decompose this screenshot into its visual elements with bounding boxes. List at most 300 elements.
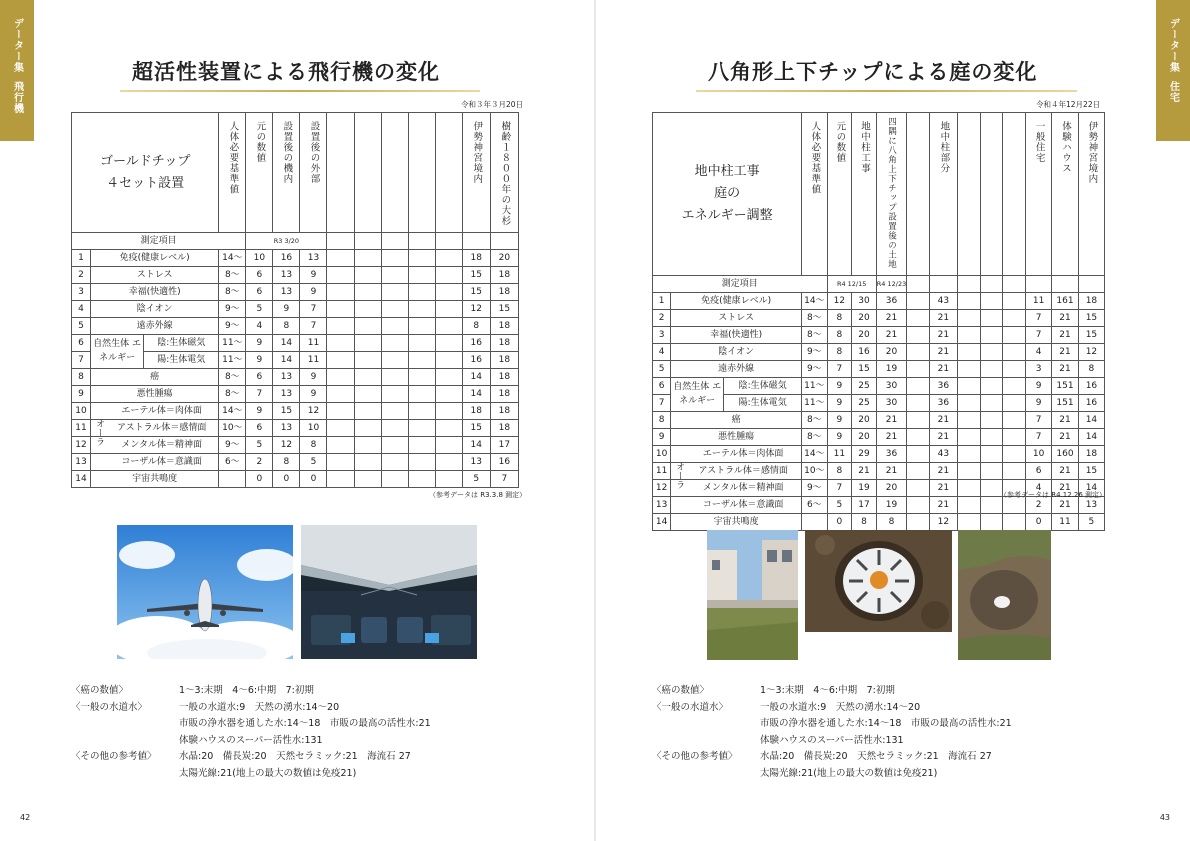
value-cell: 43 [929,293,957,310]
row-number: 14 [72,471,91,488]
item-label: 陽:生体電気 [724,395,802,412]
house-photo [707,530,798,660]
value-cell: 9 [300,284,327,301]
value-cell: 21 [929,463,957,480]
std-value: 8〜 [219,369,246,386]
value-cell: 2 [246,454,273,471]
value-cell: 21 [1052,463,1079,480]
tab-sublabel: 飛行機 [11,81,23,114]
table-row [653,463,1105,480]
row-number: 6 [72,335,91,352]
data-table-right [652,112,1105,531]
value-cell: 9 [827,378,852,395]
value-cell: 4 [1026,344,1052,361]
value-cell: 21 [852,463,877,480]
data-table-left [71,112,519,488]
item-label: 宇宙共鳴度 [671,514,802,531]
row-number: 2 [72,267,91,284]
value-cell: 9 [300,267,327,284]
std-value: 11〜 [802,395,827,412]
value-cell: 11 [1052,514,1079,531]
value-cell: 20 [490,250,518,267]
value-cell: 30 [852,293,877,310]
row-number: 13 [653,497,671,514]
value-cell: 20 [876,344,906,361]
value-cell: 9 [246,352,273,369]
item-label: コーザル体＝意識面 [671,497,802,514]
value-cell: 6 [246,284,273,301]
value-cell: 36 [929,378,957,395]
value-cell: 12 [462,301,490,318]
table-row [72,386,519,403]
table-row [72,403,519,420]
item-label: 癌 [671,412,802,429]
table-row [72,284,519,301]
table-row [72,250,519,267]
group-aura: オーラ [674,462,685,489]
std-value: 8〜 [219,267,246,284]
std-value: 9〜 [802,344,827,361]
value-cell: 9 [300,369,327,386]
table-note: （参考データは R4.12.26 測定） [1000,491,1107,499]
value-cell: 43 [929,446,957,463]
item-label: 幸福(快適性) [91,284,219,301]
row-number: 3 [653,327,671,344]
airplane-photo [117,525,293,659]
tab-sublabel: 住宅 [1167,81,1179,103]
row-number: 13 [72,454,91,471]
value-cell: 9 [827,412,852,429]
std-value: 9〜 [802,480,827,497]
table-row [653,429,1105,446]
value-cell: 8 [1078,361,1104,378]
value-cell: 160 [1052,446,1079,463]
value-cell: 16 [462,335,490,352]
std-value: 9〜 [219,437,246,454]
value-cell: 12 [300,403,327,420]
value-cell: 14 [462,386,490,403]
col-header: 人体必要基準値 [227,121,239,195]
value-cell: 36 [876,293,906,310]
legend-left: 〈癌の数値〉 1〜3:末期 4〜6:中期 7:初期 〈一般の水道水〉 一般の水道水:9 天然の湧水:14〜20 市販の浄水器を通した水:14〜18 市販の最高の活性水:21 体験ハウスのスーパー活性水:131 〈その他の参考値〉 水晶:20 備長炭:20 天然セラミック:21 海流石 27 太陽光線:21(地上の最大の数値は免疫21) [71,685,431,779]
value-cell: 9 [1026,378,1052,395]
value-cell: 7 [1026,412,1052,429]
value-cell: 0 [300,471,327,488]
value-cell: 13 [273,267,300,284]
col-header: 伊勢神宮境内 [1086,121,1098,184]
value-cell: 21 [929,497,957,514]
table-title-cell: ゴールドチップ ４セット設置 [72,113,219,233]
section-tab-left [0,0,34,141]
value-cell: 14 [273,335,300,352]
page-number: 42 [20,813,31,822]
value-cell: 13 [273,284,300,301]
value-cell: 5 [300,454,327,471]
value-cell: 21 [1052,497,1079,514]
table-row [653,310,1105,327]
value-cell: 17 [490,437,518,454]
item-label: 宇宙共鳴度 [91,471,219,488]
value-cell: 21 [929,480,957,497]
value-cell: 11 [300,352,327,369]
value-cell: 14 [462,369,490,386]
value-cell: 8 [273,454,300,471]
value-cell: 21 [876,412,906,429]
row-number: 2 [653,310,671,327]
row-number: 3 [72,284,91,301]
value-cell: 21 [876,310,906,327]
value-cell: 18 [490,335,518,352]
buried-chip-photo [958,530,1051,660]
table-row [653,344,1105,361]
value-cell: 18 [490,386,518,403]
value-cell: 19 [852,480,877,497]
row-number: 7 [653,395,671,412]
value-cell: 151 [1052,395,1079,412]
tab-label: データー集 [11,18,23,73]
value-cell: 0 [273,471,300,488]
table-row [653,412,1105,429]
group-aura: オーラ [94,419,105,446]
col-header: 地中柱工事 [858,121,870,174]
value-cell: 4 [1026,480,1052,497]
item-label: 陰:生体磁気 [724,378,802,395]
row-number: 9 [72,386,91,403]
value-cell: 12 [1078,344,1104,361]
row-number: 8 [653,412,671,429]
page-title: 超活性装置による飛行機の変化 [132,56,440,86]
std-value: 11〜 [219,335,246,352]
col-header: 四隅に八角上下チップ設置後の土地 [886,117,897,269]
value-cell: 20 [852,327,877,344]
value-cell: 29 [852,446,877,463]
col-header: 地中柱部分 [938,121,950,174]
value-cell: 21 [1052,310,1079,327]
value-cell: 18 [1078,293,1104,310]
value-cell: 15 [852,361,877,378]
value-cell: 10 [1026,446,1052,463]
std-value [219,471,246,488]
value-cell: 36 [929,395,957,412]
value-cell: 11 [827,446,852,463]
value-cell: 15 [462,284,490,301]
std-value: 10〜 [219,420,246,437]
value-cell: 21 [929,344,957,361]
value-cell: 13 [462,454,490,471]
table-row [653,327,1105,344]
row-number: 12 [653,480,671,497]
table-row [72,420,519,437]
right-page [595,0,1190,841]
item-label: エーテル体＝肉体面 オーラ [91,403,219,420]
value-cell: 20 [852,429,877,446]
value-cell: 13 [1078,497,1104,514]
date-sub: R3 3/20 [273,236,300,245]
value-cell: 15 [462,267,490,284]
value-cell: 15 [1078,310,1104,327]
row-number: 4 [72,301,91,318]
value-cell: 6 [246,369,273,386]
value-cell: 18 [490,369,518,386]
group-shizen: 自然生体 エネルギー [671,378,724,412]
chip-hole-photo [805,530,952,632]
std-value: 9〜 [219,301,246,318]
std-value: 6〜 [802,497,827,514]
item-label: 癌 [91,369,219,386]
tab-label: データー集 [1167,18,1179,73]
value-cell: 0 [1026,514,1052,531]
item-label: 免疫(健康レベル) [671,293,802,310]
value-cell: 7 [300,318,327,335]
measure-date: 令和３年３月20日 [461,100,524,109]
value-cell: 5 [246,437,273,454]
value-cell: 21 [876,327,906,344]
section-tab-right [1156,0,1190,141]
value-cell: 7 [1026,310,1052,327]
row-number: 5 [653,361,671,378]
value-cell: 5 [246,301,273,318]
value-cell: 9 [246,403,273,420]
col-header: 伊勢神宮境内 [471,121,483,184]
value-cell: 8 [827,344,852,361]
value-cell: 21 [929,361,957,378]
cabin-photo [301,525,477,659]
row-number: 5 [72,318,91,335]
row-number: 11 [653,463,671,480]
value-cell: 9 [273,301,300,318]
value-cell: 15 [273,403,300,420]
value-cell: 21 [929,412,957,429]
legend-right: 〈癌の数値〉 1〜3:末期 4〜6:中期 7:初期 〈一般の水道水〉 一般の水道水:9 天然の湧水:14〜20 市販の浄水器を通した水:14〜18 市販の最高の活性水:21 体験ハウスのスーパー活性水:131 〈その他の参考値〉 水晶:20 備長炭:20 天然セラミック:21 海流石 27 太陽光線:21(地上の最大の数値は免疫21) [652,685,1012,779]
value-cell: 7 [1026,327,1052,344]
value-cell: 11 [300,335,327,352]
page-number: 43 [1159,813,1170,822]
table-note: （参考データは R3.3.8 測定） [429,491,527,499]
value-cell: 18 [490,318,518,335]
row-number: 4 [653,344,671,361]
table-row [653,361,1105,378]
table-row [72,318,519,335]
date-sub: R4 12/15 [836,279,867,288]
table-row [653,378,1105,395]
std-value: 11〜 [219,352,246,369]
value-cell: 15 [1078,327,1104,344]
value-cell: 15 [1078,463,1104,480]
table-row [72,267,519,284]
table-title-cell: 地中柱工事 庭の エネルギー調整 [653,113,802,276]
value-cell: 30 [876,378,906,395]
value-cell: 7 [246,386,273,403]
col-header: 元の数値 [834,121,846,163]
value-cell: 17 [852,497,877,514]
value-cell: 151 [1052,378,1079,395]
measure-date: 令和４年12月22日 [1036,100,1101,109]
row-number: 14 [653,514,671,531]
std-value: 8〜 [219,386,246,403]
table-row [72,369,519,386]
group-shizen: 自然生体 エネルギー [91,335,144,369]
value-cell: 9 [827,395,852,412]
table-row [653,293,1105,310]
std-value: 8〜 [802,310,827,327]
value-cell: 15 [490,301,518,318]
value-cell: 19 [876,361,906,378]
table-row [72,335,519,352]
item-label: 遠赤外線 [91,318,219,335]
value-cell: 18 [490,352,518,369]
value-cell: 25 [852,395,877,412]
std-value: 10〜 [802,463,827,480]
value-cell: 16 [1078,378,1104,395]
value-cell: 6 [246,267,273,284]
value-cell: 8 [827,463,852,480]
value-cell: 21 [929,327,957,344]
table-row [72,471,519,488]
value-cell: 9 [827,429,852,446]
col-header: 設置後の外部 [308,121,320,184]
value-cell: 21 [1052,327,1079,344]
table-row [653,446,1105,463]
std-value: 6〜 [219,454,246,471]
row-number: 1 [653,293,671,310]
item-label: ストレス [671,310,802,327]
value-cell: 10 [246,250,273,267]
value-cell: 12 [827,293,852,310]
value-cell: 2 [1026,497,1052,514]
value-cell: 13 [273,420,300,437]
row-number: 10 [653,446,671,463]
col-header: 元の数値 [254,121,266,163]
value-cell: 14 [1078,429,1104,446]
std-value: 14〜 [219,403,246,420]
value-cell: 21 [1052,361,1079,378]
table-row [72,301,519,318]
table-row [72,454,519,471]
value-cell: 16 [852,344,877,361]
measure-label: 測定項目 [72,233,246,250]
value-cell: 20 [852,412,877,429]
value-cell: 16 [490,454,518,471]
col-header: 人体必要基準値 [809,121,821,195]
page-title: 八角形上下チップによる庭の変化 [708,56,1037,86]
value-cell: 6 [246,420,273,437]
value-cell: 9 [300,386,327,403]
value-cell: 21 [929,310,957,327]
std-value: 11〜 [802,378,827,395]
value-cell: 7 [827,480,852,497]
value-cell: 18 [490,420,518,437]
item-label: 陰:生体磁気 [144,335,219,352]
item-label: 遠赤外線 [671,361,802,378]
col-header: 樹齢１８００年の大杉 [499,121,511,226]
value-cell: 21 [929,429,957,446]
value-cell: 4 [246,318,273,335]
value-cell: 0 [827,514,852,531]
value-cell: 13 [300,250,327,267]
value-cell: 8 [827,327,852,344]
std-value: 8〜 [802,412,827,429]
value-cell: 8 [273,318,300,335]
col-header: 設置後の機内 [281,121,293,184]
date-sub: R4 12/23 [876,279,907,288]
value-cell: 8 [827,310,852,327]
value-cell: 5 [827,497,852,514]
value-cell: 5 [462,471,490,488]
std-value: 14〜 [802,446,827,463]
item-label: 悪性腫瘍 [671,429,802,446]
value-cell: 12 [929,514,957,531]
value-cell: 16 [1078,395,1104,412]
value-cell: 9 [1026,395,1052,412]
row-number: 7 [72,352,91,369]
std-value: 9〜 [802,361,827,378]
value-cell: 30 [876,395,906,412]
std-value: 9〜 [219,318,246,335]
item-label: 悪性腫瘍 [91,386,219,403]
value-cell: 12 [273,437,300,454]
item-label: 免疫(健康レベル) [91,250,219,267]
value-cell: 18 [1078,446,1104,463]
value-cell: 25 [852,378,877,395]
std-value: 8〜 [219,284,246,301]
value-cell: 0 [246,471,273,488]
col-header: 体験ハウス [1059,121,1071,174]
item-label: メンタル体＝精神面 [91,437,219,454]
value-cell: 21 [876,429,906,446]
value-cell: 7 [1026,429,1052,446]
value-cell: 20 [852,310,877,327]
value-cell: 20 [876,480,906,497]
table-row [72,437,519,454]
value-cell: 5 [1078,514,1104,531]
value-cell: 36 [876,446,906,463]
value-cell: 14 [1078,480,1104,497]
item-label: ストレス [91,267,219,284]
value-cell: 13 [273,386,300,403]
value-cell: 7 [490,471,518,488]
value-cell: 21 [1052,480,1079,497]
measure-label: 測定項目 [653,276,828,293]
row-number: 8 [72,369,91,386]
value-cell: 18 [462,250,490,267]
value-cell: 3 [1026,361,1052,378]
value-cell: 21 [1052,344,1079,361]
value-cell: 18 [462,403,490,420]
value-cell: 11 [1026,293,1052,310]
value-cell: 8 [852,514,877,531]
value-cell: 16 [273,250,300,267]
table-row [653,514,1105,531]
value-cell: 14 [462,437,490,454]
value-cell: 16 [462,352,490,369]
value-cell: 15 [462,420,490,437]
value-cell: 161 [1052,293,1079,310]
item-label: コーザル体＝意識面 [91,454,219,471]
std-value: 8〜 [802,327,827,344]
item-label: 幸福(快適性) [671,327,802,344]
value-cell: 21 [876,463,906,480]
std-value [802,514,827,531]
item-label: 陰イオン [671,344,802,361]
row-number: 10 [72,403,91,420]
value-cell: 6 [1026,463,1052,480]
row-number: 6 [653,378,671,395]
value-cell: 7 [300,301,327,318]
row-number: 9 [653,429,671,446]
item-label: 陽:生体電気 [144,352,219,369]
item-label: 陰イオン [91,301,219,318]
item-label: アストラル体＝感情面 [671,463,802,480]
